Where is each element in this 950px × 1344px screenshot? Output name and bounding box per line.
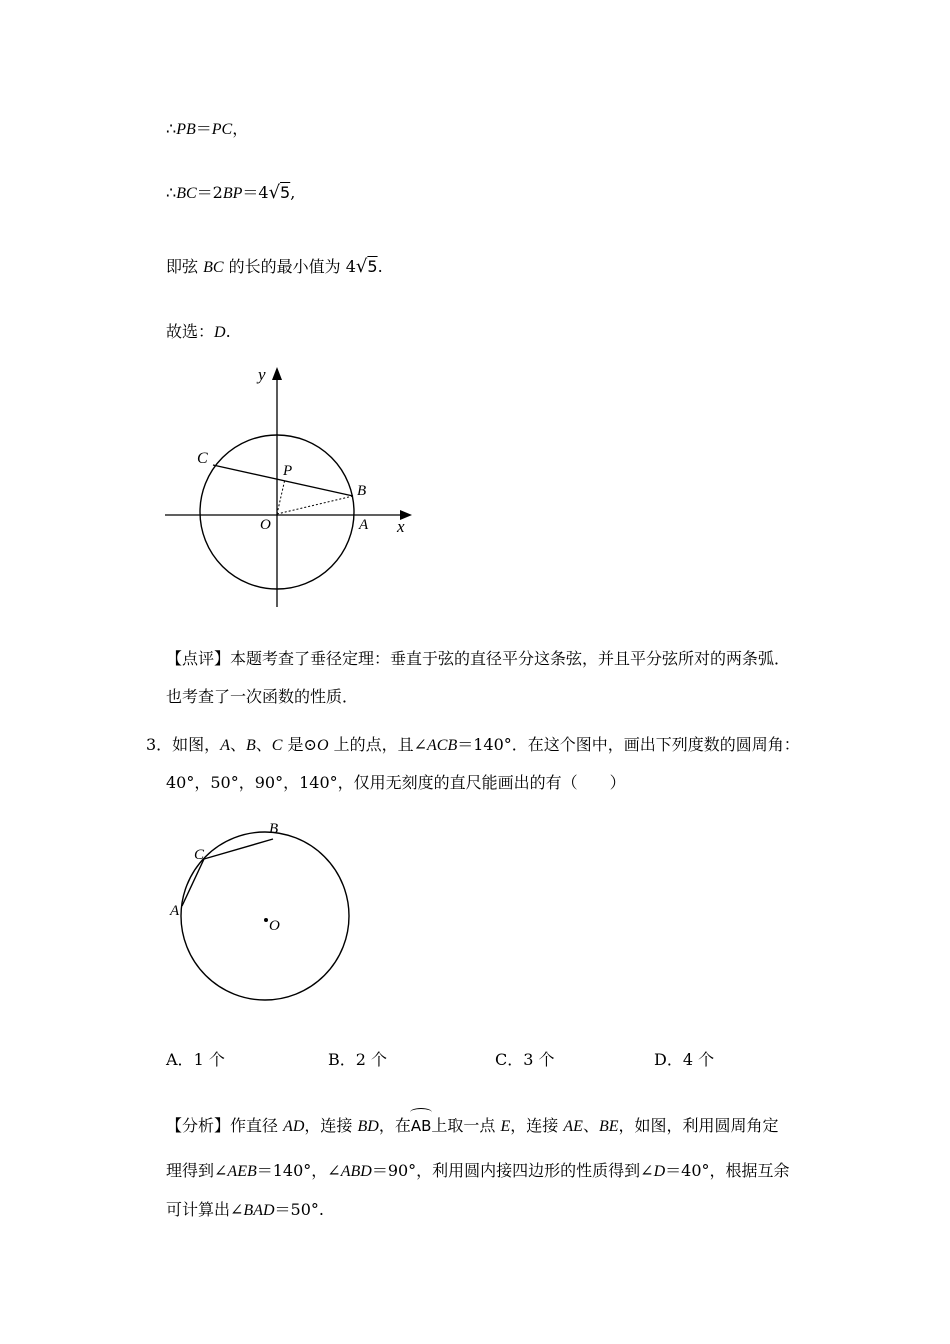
sqrt-symbol: √ <box>355 256 368 277</box>
figure-circle-acb <box>165 815 365 1015</box>
proof-line-2: ∴BC＝2BP＝4√5, <box>166 182 296 203</box>
comment-line-1: 【点评】本题考查了垂径定理：垂直于弦的直径平分这条弦，并且平分弦所对的两条弧． <box>166 649 791 668</box>
segment-op <box>277 479 285 514</box>
figure-coordinate-circle <box>160 362 420 612</box>
question-3-line-2: 40°，50°，90°，140°，仅用无刻度的直尺能画出的有（ ） <box>166 773 626 792</box>
circle-o-2 <box>181 832 349 1000</box>
label-c-2: C <box>194 847 205 863</box>
arc-ab: AB <box>410 1117 432 1135</box>
label-p: P <box>283 463 293 479</box>
y-axis-arrow <box>272 367 282 380</box>
label-b-2: B <box>269 821 279 837</box>
option-b[interactable]: B．2 个 <box>328 1050 388 1069</box>
label-x: x <box>397 517 405 536</box>
analysis-line-1: 【分析】作直径 AD，连接 BD，在AB上取一点 E，连接 AE、BE，如图，利用圆周角定 <box>166 1116 779 1135</box>
label-a: A <box>359 517 369 533</box>
label-y: y <box>258 365 266 384</box>
label-o: O <box>260 517 271 533</box>
proof-line-3: 即弦 BC 的长的最小值为 4√5. <box>166 256 383 277</box>
segment-ob <box>277 496 353 514</box>
label-o-2: O <box>269 918 280 934</box>
sqrt-symbol: √ <box>268 182 281 203</box>
proof-line-4: 故选：D. <box>166 322 231 341</box>
option-c[interactable]: C．3 个 <box>495 1050 555 1069</box>
proof-line-1: ∴PB＝PC， <box>166 119 249 138</box>
option-a[interactable]: A．1 个 <box>166 1050 225 1069</box>
analysis-line-3: 可计算出∠BAD＝50°. <box>166 1200 324 1219</box>
comment-line-2: 也考查了一次函数的性质． <box>166 687 359 706</box>
option-d[interactable]: D．4 个 <box>654 1050 715 1069</box>
analysis-line-2: 理得到∠AEB＝140°，∠ABD＝90°，利用圆内接四边形的性质得到∠D＝40°，根据互余 <box>166 1161 790 1180</box>
center-dot <box>264 918 268 922</box>
label-a-2: A <box>170 903 180 919</box>
label-c: C <box>197 450 208 467</box>
chord-ac <box>182 859 204 906</box>
label-b: B <box>357 483 367 499</box>
question-3-line-1: 3．如图，A、B、C 是⊙O 上的点，且∠ACB＝140°．在这个图中，画出下列度数的圆周角： <box>146 735 800 754</box>
